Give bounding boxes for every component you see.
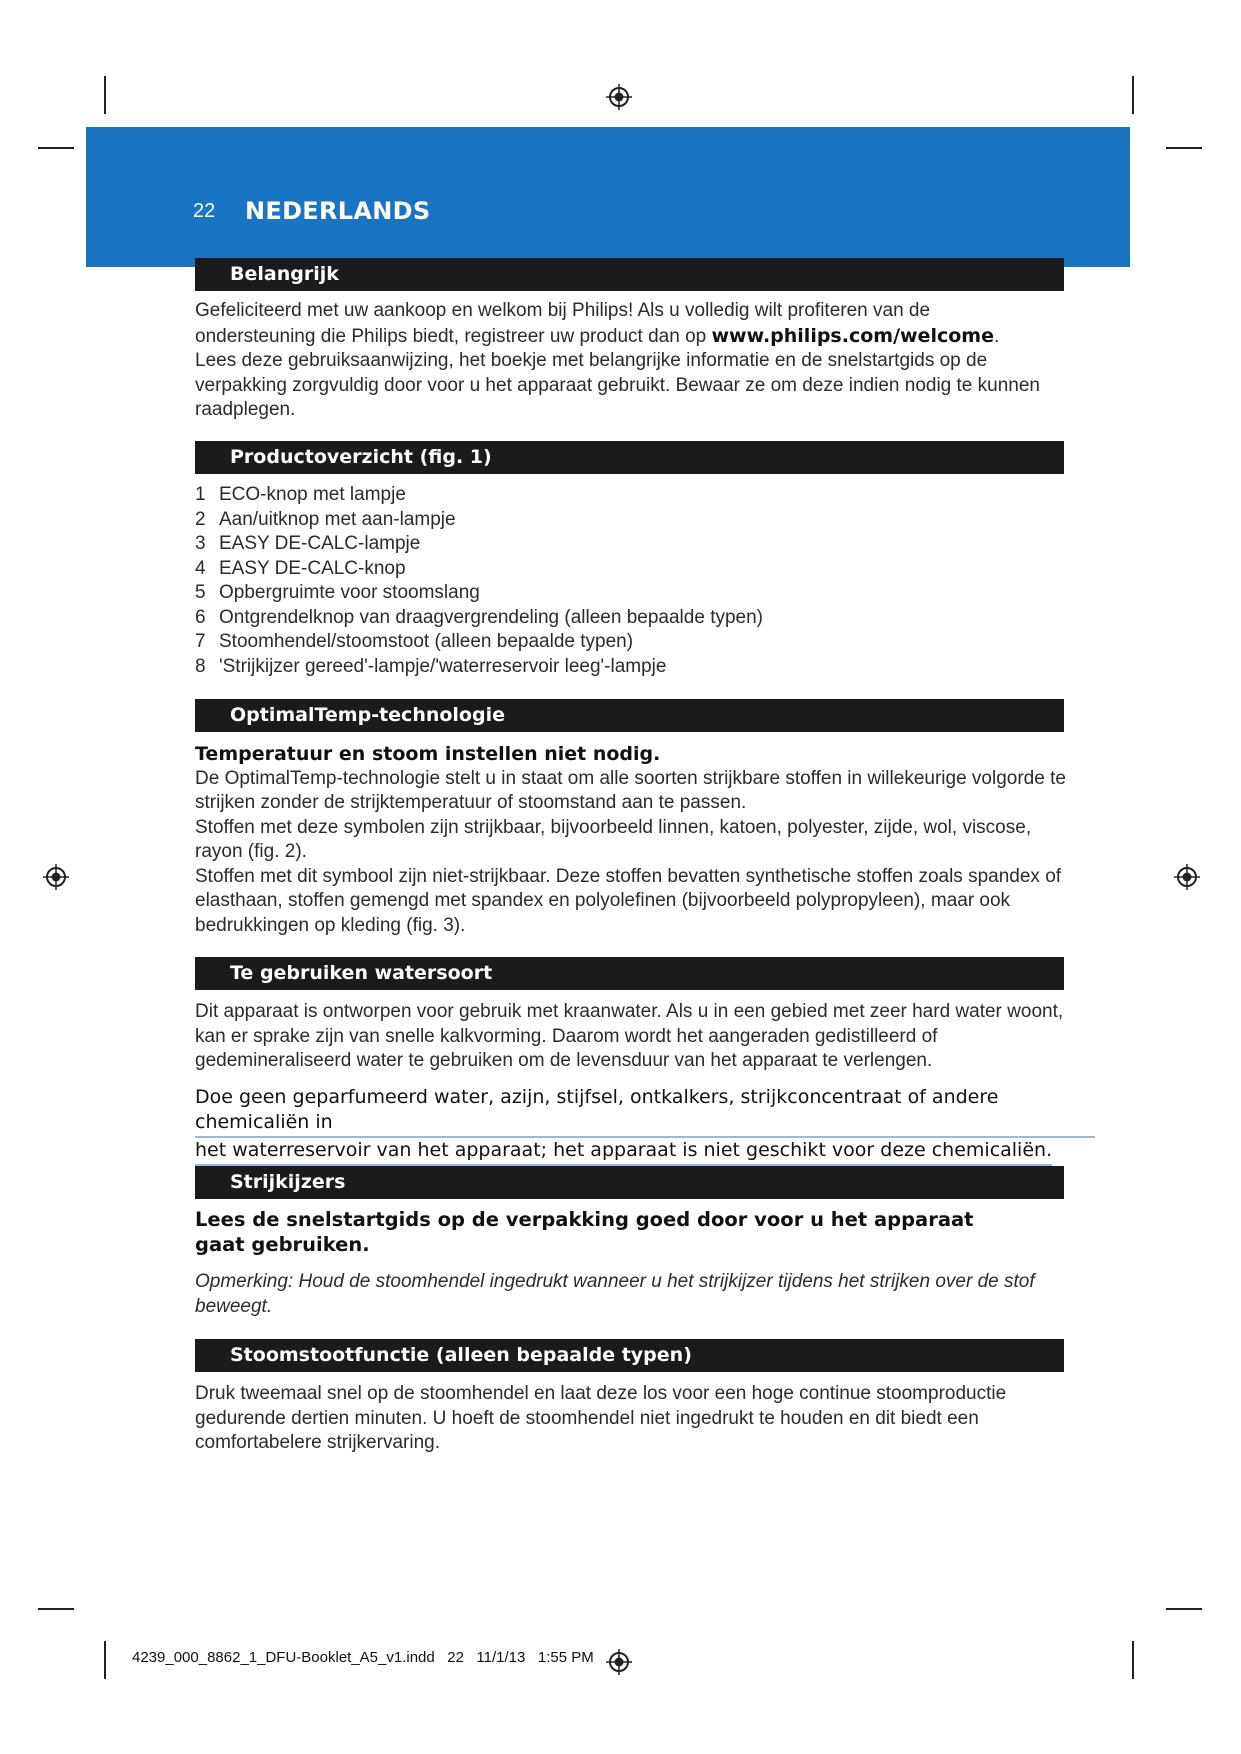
file-info: 4239_000_8862_1_DFU-Booklet_A5_v1.indd 22 11/1/13 1:55 PM (132, 1649, 594, 1666)
crop-mark-left-top (38, 147, 74, 149)
header-band (86, 127, 1130, 267)
section-heading-strijkijzers: Strijkijzers (195, 1166, 1064, 1199)
crop-mark-right-bottom (1166, 1608, 1202, 1610)
crop-mark-bottom-left (104, 1641, 106, 1679)
belangrijk-text-intro: Gefeliciteerd met uw aankoop en welkom bij Philips! Als u volledig wilt profiteren van de ondersteuning die Philips biedt, registreer uw product dan op (195, 300, 931, 347)
list-item-number: 5 (195, 582, 206, 603)
warning-line-1: Doe geen geparfumeerd water, azijn, stijfsel, ontkalkers, strijkconcentraat of andere chemicaliën in (195, 1085, 1095, 1138)
list-item-text: Aan/uitknop met aan-lampje (219, 508, 456, 530)
section-heading-stoomstoot: Stoomstootfunctie (alleen bepaalde typen) (195, 1339, 1064, 1372)
strijkijzers-bold-text: Lees de snelstartgids op de verpakking goed door voor u het apparaat gaat gebruiken. (195, 1208, 974, 1256)
philips-welcome-link[interactable]: www.philips.com/welcome (711, 324, 994, 347)
product-list (195, 483, 1075, 679)
list-item-number: 6 (195, 606, 206, 628)
list-item (195, 532, 1075, 557)
registration-mark-icon (606, 1649, 632, 1675)
crop-mark-left-bottom (38, 1608, 74, 1610)
registration-mark-icon (606, 84, 632, 110)
page-number: 22 (193, 200, 216, 222)
warning-line-2: het waterreservoir van het apparaat; het apparaat is niet geschikt voor deze chemicaliën. (195, 1138, 1052, 1166)
crop-mark-bottom-right (1132, 1641, 1134, 1679)
list-item-number: 2 (195, 508, 206, 530)
list-item-text: EASY DE-CALC-lampje (219, 533, 421, 554)
list-item (195, 655, 1075, 680)
stoomstoot-paragraph: Druk tweemaal snel op de stoomhendel en laat deze los voor een hoge continue stoomproductie gedurende dertien minuten. U hoeft de stoomhendel niet ingedrukt te houden en dit biedt een comfortabelere strijkervaring. (195, 1383, 1007, 1453)
list-item-text: EASY DE-CALC-knop (219, 557, 406, 579)
belangrijk-text-period: . (993, 325, 1000, 347)
crop-mark-top-right (1132, 76, 1134, 114)
list-item-number: 1 (195, 484, 206, 505)
optimaltemp-paragraph-3: Stoffen met dit symbool zijn niet-strijkbaar. Deze stoffen bevatten synthetische stoffen zoals spandex of elasthaan, stoffen gemengd met spandex en polyolefinen (bijvoorbeeld polypropyleen), maar ook bedrukkingen op kleding (fig. 3). (195, 865, 1062, 936)
registration-mark-icon (43, 864, 69, 890)
optimaltemp-paragraph-1: De OptimalTemp-technologie stelt u in staat om alle soorten strijkbare stoffen in willekeurige volgorde te strijken zonder de strijktemperatuur of stoomstand aan te passen. (195, 767, 1066, 813)
watersoort-warning (195, 1085, 1095, 1166)
list-item-number: 4 (195, 557, 206, 579)
language-title: NEDERLANDS (245, 197, 431, 225)
section-heading-belangrijk: Belangrijk (195, 258, 1064, 291)
list-item (195, 630, 1075, 655)
belangrijk-text-2: Lees deze gebruiksaanwijzing, het boekje met belangrijke informatie en de snelstartgids op de verpakking zorgvuldig door voor u het apparaat gebruikt. Bewaar ze om deze indien nodig te kunnen raadplegen. (195, 350, 1040, 420)
crop-mark-top-left (104, 76, 106, 114)
list-item (195, 557, 1075, 582)
list-item-text: Stoomhendel/stoomstoot (alleen bepaalde typen) (219, 631, 634, 652)
belangrijk-text (195, 299, 1055, 423)
list-item-text: Ontgrendelknop van draagvergrendeling (alleen bepaalde typen) (219, 606, 763, 628)
list-item-number: 7 (195, 631, 206, 652)
list-item (195, 508, 1075, 533)
section-heading-productoverzicht: Productoverzicht (fig. 1) (195, 441, 1064, 474)
list-item-text: Opbergruimte voor stoomslang (219, 582, 480, 603)
list-item-number: 8 (195, 655, 206, 677)
section-heading-optimaltemp: OptimalTemp-technologie (195, 699, 1064, 732)
list-item (195, 606, 1075, 631)
optimaltemp-paragraph-2: Stoffen met deze symbolen zijn strijkbaar, bijvoorbeeld linnen, katoen, polyester, zijde, wol, viscose, rayon (fig. 2). (195, 816, 1032, 862)
list-item (195, 483, 1075, 508)
crop-mark-right-top (1166, 147, 1202, 149)
optimaltemp-text (195, 742, 1075, 938)
list-item (195, 581, 1075, 606)
section-heading-watersoort: Te gebruiken watersoort (195, 957, 1064, 990)
optimaltemp-subtitle: Temperatuur en stoom instellen niet nodig. (195, 743, 661, 765)
strijkijzers-note: Opmerking: Houd de stoomhendel ingedrukt wanneer u het strijkijzer tijdens het strijken over de stof beweegt. (195, 1271, 1035, 1317)
registration-mark-icon (1174, 864, 1200, 890)
list-item-number: 3 (195, 533, 206, 554)
watersoort-paragraph: Dit apparaat is ontworpen voor gebruik met kraanwater. Als u in een gebied met zeer hard water woont, kan er sprake zijn van snelle kalkvorming. Daarom wordt het aangeraden gedistilleerd of gedemineraliseerd water te gebruiken om de levensduur van het apparaat te verlengen. (195, 1001, 1064, 1071)
list-item-text: ECO-knop met lampje (219, 484, 406, 505)
list-item-text: 'Strijkijzer gereed'-lampje/'waterreservoir leeg'-lampje (219, 655, 667, 677)
